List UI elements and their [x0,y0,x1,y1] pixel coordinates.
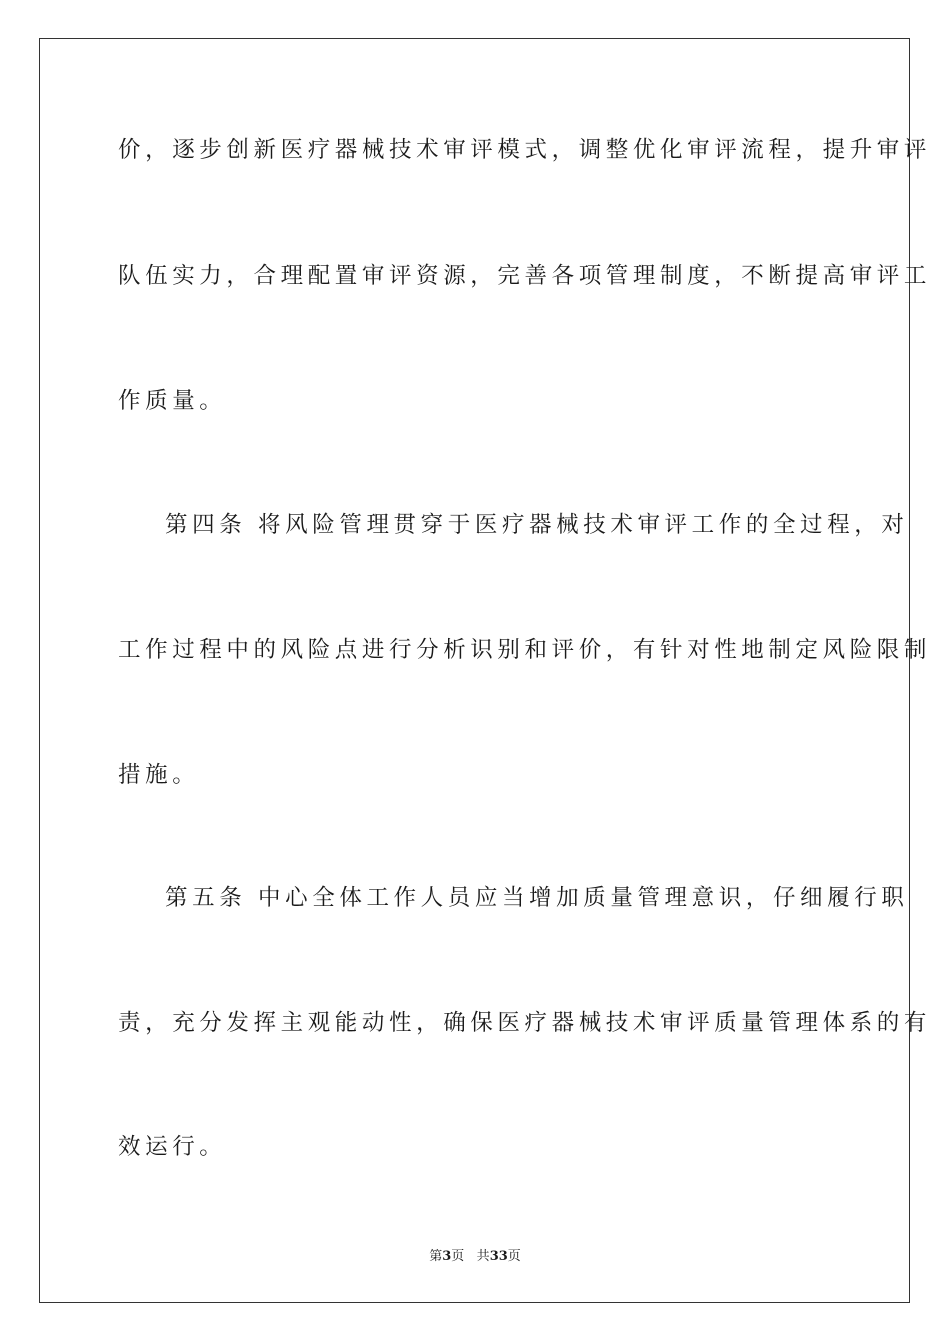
text-line-1: 价，逐步创新医疗器械技术审评模式，调整优化审评流程，提升审评 [118,137,932,163]
footer-prefix: 第 [429,1249,443,1264]
footer-page-suffix: 页 [451,1249,465,1264]
footer-total-prefix: 共 [476,1249,490,1264]
text-line-8: 责，充分发挥主观能动性，确保医疗器械技术审评质量管理体系的有 [118,1010,932,1036]
page-footer [0,1248,950,1266]
text-line-6: 措施。 [118,762,200,788]
page-border [39,38,932,1303]
text-line-2: 队伍实力，合理配置审评资源，完善各项管理制度，不断提高审评工 [118,263,932,289]
text-line-3: 作质量。 [118,388,227,414]
text-line-9: 效运行。 [118,1134,227,1160]
footer-current-page: 3 [442,1249,452,1264]
text-line-5: 工作过程中的风险点进行分析识别和评价，有针对性地制定风险限制 [118,637,932,663]
article-4-heading-line: 第四条 将风险管理贯穿于医疗器械技术审评工作的全过程，对 [165,512,909,538]
footer-total-pages: 33 [489,1249,508,1264]
article-5-heading-line: 第五条 中心全体工作人员应当增加质量管理意识，仔细履行职 [165,885,909,911]
footer-total-suffix: 页 [507,1249,521,1264]
